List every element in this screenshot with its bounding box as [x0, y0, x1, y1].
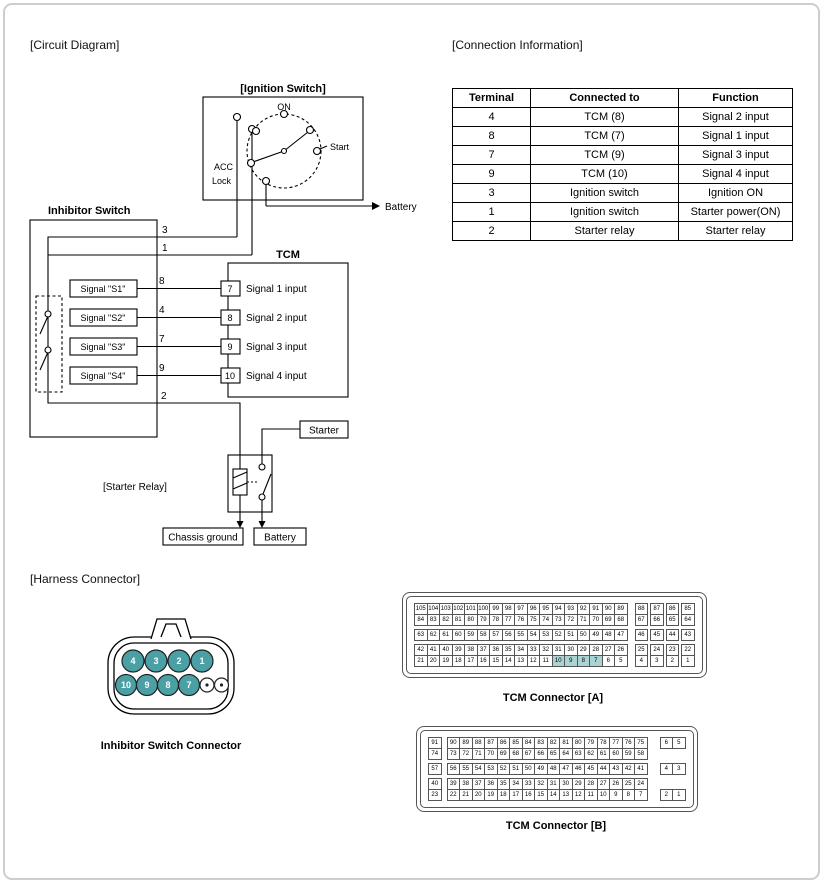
signal-s4-label: Signal "S4" [80, 371, 126, 381]
pin-cell-87: 87 [484, 737, 498, 749]
pin-cell-88: 88 [472, 737, 486, 749]
table-cell: TCM (9) [531, 146, 679, 165]
pin-cell-90: 90 [602, 603, 616, 615]
pin-cell-85: 85 [681, 603, 695, 615]
pin-cell-58: 58 [634, 748, 648, 760]
pin-cell-13: 13 [559, 789, 573, 801]
pin-cell-1: 1 [681, 655, 695, 667]
pin-cell-39: 39 [447, 778, 461, 790]
pin-cell-102: 102 [452, 603, 466, 615]
pin-cell-95: 95 [539, 603, 553, 615]
pin-cell-20: 20 [472, 789, 486, 801]
pin-cell-104: 104 [427, 603, 441, 615]
pin-cell-1: 1 [672, 789, 686, 801]
inhibitor-connector-title: Inhibitor Switch Connector [100, 740, 242, 752]
pin-cell-21: 21 [414, 655, 428, 667]
signal-s3-label: Signal "S3" [80, 342, 126, 352]
pin-cell-22: 22 [681, 644, 695, 656]
pin-cell-11: 11 [539, 655, 553, 667]
inhibitor-pin-dot [205, 683, 208, 686]
pin-cell-20: 20 [427, 655, 441, 667]
tcm-pin7-number: 7 [227, 284, 233, 294]
circuit-lines [30, 97, 372, 714]
pin-cell-81: 81 [559, 737, 573, 749]
table-cell: Starter relay [679, 222, 793, 241]
table-cell: TCM (8) [531, 108, 679, 127]
pin-cell-65: 65 [547, 748, 561, 760]
tcm-connector-a [402, 592, 707, 678]
pin-cell-44: 44 [666, 629, 680, 641]
pin-cell-25: 25 [622, 778, 636, 790]
pin-cell-82: 82 [439, 614, 453, 626]
pin-cell-73: 73 [552, 614, 566, 626]
pin-cell-62: 62 [427, 629, 441, 641]
ignition-switch-title: [Ignition Switch] [240, 83, 326, 95]
pin-cell-7: 7 [634, 789, 648, 801]
pin-cell-72: 72 [459, 748, 473, 760]
pin-cell-90: 90 [447, 737, 461, 749]
pin-cell-5: 5 [614, 655, 628, 667]
pin-cell-14: 14 [547, 789, 561, 801]
pin-row [414, 614, 695, 626]
inhibitor-pin-number: 1 [199, 656, 205, 667]
pin-cell-69: 69 [497, 748, 511, 760]
pin-cell-83: 83 [427, 614, 441, 626]
tcm-pin10-number: 10 [224, 371, 236, 381]
pin-cell-19: 19 [484, 789, 498, 801]
pin-cell-39: 39 [452, 644, 466, 656]
pin-cell-54: 54 [527, 629, 541, 641]
pin-cell-59: 59 [464, 629, 478, 641]
tcm-pin9-label: Signal 3 input [246, 342, 307, 353]
pin-cell-46: 46 [572, 763, 586, 775]
pin-cell-81: 81 [452, 614, 466, 626]
pin-cell-8: 8 [622, 789, 636, 801]
table-cell: 2 [453, 222, 531, 241]
pin-cell-71: 71 [472, 748, 486, 760]
table-cell: Starter relay [531, 222, 679, 241]
pin-cell-7: 7 [589, 655, 603, 667]
pin-cell-27: 27 [602, 644, 616, 656]
inhibitor-pin-number: 2 [176, 656, 182, 667]
pin-cell-38: 38 [459, 778, 473, 790]
pin-cell-67: 67 [635, 614, 649, 626]
pin-cell-96: 96 [527, 603, 541, 615]
table-cell: Ignition ON [679, 184, 793, 203]
tcm-connector-a-title: TCM Connector [A] [502, 692, 604, 704]
starter-relay-title: [Starter Relay] [103, 482, 167, 493]
pin-cell-30: 30 [564, 644, 578, 656]
pin-cell-80: 80 [464, 614, 478, 626]
tcm-pin8-number: 8 [227, 313, 233, 323]
pin-cell-26: 26 [609, 778, 623, 790]
table-cell: 1 [453, 203, 531, 222]
pin-cell-103: 103 [439, 603, 453, 615]
pin-cell-86: 86 [666, 603, 680, 615]
table-cell: Signal 3 input [679, 146, 793, 165]
pin-cell-4: 4 [660, 763, 674, 775]
header-function: Function [679, 89, 793, 108]
pin-cell-75: 75 [634, 737, 648, 749]
pin-cell-15: 15 [534, 789, 548, 801]
pin-cell-54: 54 [472, 763, 486, 775]
pin-cell-42: 42 [622, 763, 636, 775]
tcm-pin8-label: Signal 2 input [246, 313, 307, 324]
wire-label-3: 3 [162, 225, 168, 236]
pin-cell-73: 73 [447, 748, 461, 760]
pin-cell-79: 79 [477, 614, 491, 626]
pin-cell-80: 80 [572, 737, 586, 749]
pin-cell-68: 68 [509, 748, 523, 760]
table-cell: Signal 1 input [679, 127, 793, 146]
header-terminal: Terminal [453, 89, 531, 108]
harness-connector-label: [Harness Connector] [30, 572, 141, 586]
pin-cell-98: 98 [502, 603, 516, 615]
pin-cell-84: 84 [414, 614, 428, 626]
pin-cell-57: 57 [428, 763, 442, 775]
pin-cell-101: 101 [464, 603, 478, 615]
pin-cell-23: 23 [666, 644, 680, 656]
pin-cell-45: 45 [584, 763, 598, 775]
pin-cell-70: 70 [589, 614, 603, 626]
pin-cell-91: 91 [589, 603, 603, 615]
pin-cell-65: 65 [666, 614, 680, 626]
ignition-pos-start: Start [330, 142, 350, 152]
pin-cell-29: 29 [577, 644, 591, 656]
table-cell: TCM (10) [531, 165, 679, 184]
signal-s2-label: Signal "S2" [80, 313, 126, 323]
pin-cell-87: 87 [650, 603, 664, 615]
pin-cell-63: 63 [414, 629, 428, 641]
pin-cell-38: 38 [464, 644, 478, 656]
table-cell: 3 [453, 184, 531, 203]
pin-cell-61: 61 [439, 629, 453, 641]
wire-label-4: 4 [159, 305, 165, 316]
pin-cell-49: 49 [534, 763, 548, 775]
pin-row [428, 789, 686, 801]
pin-cell-97: 97 [514, 603, 528, 615]
table-cell: Ignition switch [531, 184, 679, 203]
pin-cell-83: 83 [534, 737, 548, 749]
pin-cell-27: 27 [597, 778, 611, 790]
pin-cell-17: 17 [464, 655, 478, 667]
pin-cell-76: 76 [622, 737, 636, 749]
wire-label-7: 7 [159, 334, 165, 345]
pin-cell-25: 25 [635, 644, 649, 656]
pin-cell-11: 11 [584, 789, 598, 801]
pin-cell-2: 2 [666, 655, 680, 667]
pin-cell-74: 74 [428, 748, 442, 760]
pin-cell-88: 88 [635, 603, 649, 615]
table-cell: 9 [453, 165, 531, 184]
pin-cell-79: 79 [584, 737, 598, 749]
pin-cell-45: 45 [650, 629, 664, 641]
pin-cell-47: 47 [614, 629, 628, 641]
pin-cell-16: 16 [477, 655, 491, 667]
battery-bottom-label: Battery [264, 532, 296, 544]
chassis-ground-label: Chassis ground [168, 532, 238, 544]
pin-cell-53: 53 [484, 763, 498, 775]
pin-cell-19: 19 [439, 655, 453, 667]
pin-row [414, 629, 695, 641]
circuit-diagram-label: [Circuit Diagram] [30, 38, 120, 52]
pin-cell-12: 12 [572, 789, 586, 801]
pin-cell-40: 40 [428, 778, 442, 790]
pin-cell-37: 37 [477, 644, 491, 656]
pin-cell-41: 41 [427, 644, 441, 656]
pin-cell-40: 40 [439, 644, 453, 656]
table-cell: Signal 4 input [679, 165, 793, 184]
pin-cell-3: 3 [672, 763, 686, 775]
tcm-pin7-label: Signal 1 input [246, 284, 307, 295]
pin-cell-50: 50 [522, 763, 536, 775]
inhibitor-switch-title: Inhibitor Switch [48, 205, 131, 217]
pin-cell-62: 62 [584, 748, 598, 760]
pin-cell-93: 93 [564, 603, 578, 615]
table-cell: TCM (7) [531, 127, 679, 146]
pin-cell-17: 17 [509, 789, 523, 801]
pin-cell-53: 53 [539, 629, 553, 641]
pin-cell-66: 66 [534, 748, 548, 760]
pin-cell-22: 22 [447, 789, 461, 801]
pin-cell-43: 43 [609, 763, 623, 775]
pin-cell-26: 26 [614, 644, 628, 656]
pin-cell-16: 16 [522, 789, 536, 801]
pin-cell-50: 50 [577, 629, 591, 641]
pin-cell-37: 37 [472, 778, 486, 790]
tcm-title: TCM [276, 249, 300, 261]
pin-cell-48: 48 [602, 629, 616, 641]
pin-cell-77: 77 [502, 614, 516, 626]
tcm-connector-a-grid [406, 596, 703, 674]
pin-cell-52: 52 [552, 629, 566, 641]
inhibitor-pin-number: 4 [130, 656, 136, 667]
ignition-pos-lock: Lock [212, 176, 232, 186]
pin-cell-48: 48 [547, 763, 561, 775]
pin-cell-10: 10 [552, 655, 566, 667]
pin-cell-28: 28 [589, 644, 603, 656]
wire-label-2: 2 [161, 391, 167, 402]
inhibitor-pin-number: 10 [120, 680, 132, 691]
pin-cell-55: 55 [514, 629, 528, 641]
inhibitor-contacts-dashed-box [36, 296, 62, 392]
pin-cell-18: 18 [497, 789, 511, 801]
pin-cell-78: 78 [597, 737, 611, 749]
pin-cell-70: 70 [484, 748, 498, 760]
pin-cell-58: 58 [477, 629, 491, 641]
pin-cell-5: 5 [672, 737, 686, 749]
pin-cell-9: 9 [609, 789, 623, 801]
table-cell: Signal 2 input [679, 108, 793, 127]
pin-cell-28: 28 [584, 778, 598, 790]
pin-cell-74: 74 [539, 614, 553, 626]
battery-top-label: Battery [385, 202, 417, 213]
pin-cell-94: 94 [552, 603, 566, 615]
pin-cell-82: 82 [547, 737, 561, 749]
signal-s1-label: Signal "S1" [80, 284, 126, 294]
pin-cell-71: 71 [577, 614, 591, 626]
pin-cell-51: 51 [564, 629, 578, 641]
pin-cell-47: 47 [559, 763, 573, 775]
pin-cell-8: 8 [577, 655, 591, 667]
pin-cell-46: 46 [635, 629, 649, 641]
tcm-connector-b-grid [420, 730, 694, 808]
pin-cell-78: 78 [489, 614, 503, 626]
pin-row [414, 655, 695, 667]
inhibitor-pin-dot [220, 683, 223, 686]
pin-cell-36: 36 [489, 644, 503, 656]
table-cell: Starter power(ON) [679, 203, 793, 222]
pin-cell-60: 60 [452, 629, 466, 641]
pin-cell-24: 24 [650, 644, 664, 656]
pin-cell-105: 105 [414, 603, 428, 615]
header-connected-to: Connected to [531, 89, 679, 108]
pin-cell-55: 55 [459, 763, 473, 775]
pin-cell-59: 59 [622, 748, 636, 760]
pin-cell-77: 77 [609, 737, 623, 749]
pin-cell-4: 4 [635, 655, 649, 667]
ignition-pos-on: ON [277, 102, 291, 112]
pin-cell-75: 75 [527, 614, 541, 626]
wire-label-9: 9 [159, 363, 165, 374]
table-cell: Ignition switch [531, 203, 679, 222]
pin-cell-31: 31 [552, 644, 566, 656]
pin-cell-92: 92 [577, 603, 591, 615]
tcm-connector-b [416, 726, 698, 812]
pin-cell-35: 35 [502, 644, 516, 656]
tcm-pin9-number: 9 [227, 342, 233, 352]
pin-cell-21: 21 [459, 789, 473, 801]
pin-cell-89: 89 [614, 603, 628, 615]
pin-cell-99: 99 [489, 603, 503, 615]
pin-cell-15: 15 [489, 655, 503, 667]
pin-cell-66: 66 [650, 614, 664, 626]
pin-cell-43: 43 [681, 629, 695, 641]
pin-cell-34: 34 [514, 644, 528, 656]
ignition-pos-acc: ACC [214, 162, 234, 172]
wire-label-1: 1 [162, 243, 168, 254]
pin-cell-68: 68 [614, 614, 628, 626]
pin-cell-69: 69 [602, 614, 616, 626]
pin-cell-64: 64 [681, 614, 695, 626]
starter-box-label: Starter [308, 425, 340, 437]
pin-cell-6: 6 [602, 655, 616, 667]
pin-cell-6: 6 [660, 737, 674, 749]
pin-cell-49: 49 [589, 629, 603, 641]
battery-arrow-icon [372, 202, 380, 210]
pin-cell-61: 61 [597, 748, 611, 760]
pin-cell-10: 10 [597, 789, 611, 801]
pin-cell-23: 23 [428, 789, 442, 801]
pin-cell-14: 14 [502, 655, 516, 667]
pin-cell-52: 52 [497, 763, 511, 775]
connection-info-label: [Connection Information] [452, 38, 583, 52]
inhibitor-pin-number: 8 [165, 680, 171, 691]
pin-cell-41: 41 [634, 763, 648, 775]
pin-cell-13: 13 [514, 655, 528, 667]
wire-label-8: 8 [159, 276, 165, 287]
pin-cell-91: 91 [428, 737, 442, 749]
table-cell: 7 [453, 146, 531, 165]
pin-cell-56: 56 [447, 763, 461, 775]
pin-cell-29: 29 [572, 778, 586, 790]
chassis-ground-arrow-icon [237, 521, 244, 528]
pin-cell-100: 100 [477, 603, 491, 615]
pin-cell-34: 34 [509, 778, 523, 790]
pin-cell-76: 76 [514, 614, 528, 626]
pin-row [428, 748, 686, 760]
inhibitor-pin-number: 9 [144, 680, 150, 691]
pin-cell-12: 12 [527, 655, 541, 667]
pin-cell-32: 32 [539, 644, 553, 656]
tcm-pin10-label: Signal 4 input [246, 371, 307, 382]
pin-cell-51: 51 [509, 763, 523, 775]
pin-cell-63: 63 [572, 748, 586, 760]
inhibitor-switch-box [30, 220, 157, 437]
pin-cell-32: 32 [534, 778, 548, 790]
table-cell: 4 [453, 108, 531, 127]
pin-cell-36: 36 [484, 778, 498, 790]
pin-cell-9: 9 [564, 655, 578, 667]
battery-down-arrow-icon [259, 521, 266, 528]
pin-cell-89: 89 [459, 737, 473, 749]
pin-cell-84: 84 [522, 737, 536, 749]
pin-row [428, 763, 686, 775]
inhibitor-pin-number: 7 [186, 680, 192, 691]
pin-cell-30: 30 [559, 778, 573, 790]
pin-cell-31: 31 [547, 778, 561, 790]
pin-cell-60: 60 [609, 748, 623, 760]
pin-cell-42: 42 [414, 644, 428, 656]
pin-cell-44: 44 [597, 763, 611, 775]
pin-cell-35: 35 [497, 778, 511, 790]
pin-cell-57: 57 [489, 629, 503, 641]
circuit-text [48, 83, 417, 752]
inhibitor-pin-number: 3 [153, 656, 159, 667]
tcm-connector-b-title: TCM Connector [B] [505, 820, 607, 832]
pin-cell-85: 85 [509, 737, 523, 749]
pin-cell-33: 33 [527, 644, 541, 656]
pin-cell-64: 64 [559, 748, 573, 760]
pin-cell-67: 67 [522, 748, 536, 760]
pin-cell-33: 33 [522, 778, 536, 790]
pin-cell-86: 86 [497, 737, 511, 749]
pin-cell-72: 72 [564, 614, 578, 626]
pin-cell-3: 3 [650, 655, 664, 667]
table-cell: 8 [453, 127, 531, 146]
pin-cell-18: 18 [452, 655, 466, 667]
arrowheads [237, 202, 381, 528]
pin-cell-56: 56 [502, 629, 516, 641]
pin-cell-2: 2 [660, 789, 674, 801]
pin-cell-24: 24 [634, 778, 648, 790]
